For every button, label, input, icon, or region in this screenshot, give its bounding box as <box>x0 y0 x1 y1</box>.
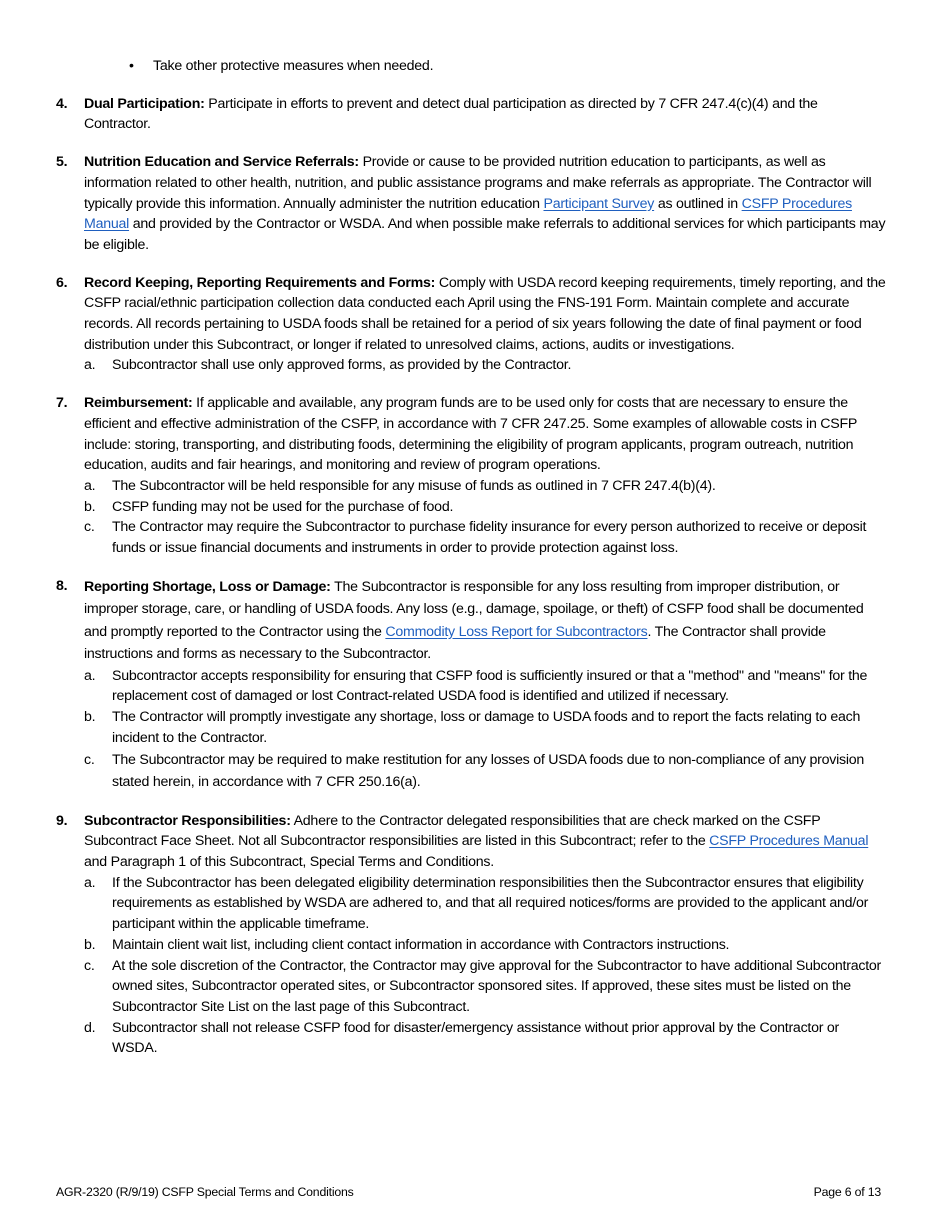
section-heading: Subcontractor Responsibilities: <box>84 812 291 829</box>
participant-survey-link[interactable]: Participant Survey <box>543 195 655 212</box>
footer-form-id: AGR-2320 (R/9/19) CSFP Special Terms and Conditions <box>56 1185 354 1199</box>
bullet-item <box>56 56 886 77</box>
csfp-procedures-manual-link[interactable]: CSFP Procedures Manual <box>709 833 869 850</box>
sub-item <box>84 666 886 707</box>
section-paragraph <box>84 393 886 476</box>
document-body <box>56 56 886 1076</box>
section-text: If applicable and available, any program funds are to be used only for costs that are necessary to ensure the efficient and effective administration of the CSFP, in accordance with 7 CFR 247.25. Some examples of allowable costs in CSFP include: storing, transporting, and distributing foods, determining the eligibility of program applicants, program outreach, nutrition education, audits and fair hearings, and monitoring and review of program operations. <box>84 395 857 474</box>
sub-item-letter: b. <box>84 498 96 515</box>
sub-item-letter: a. <box>84 874 96 891</box>
section-text: Participate in efforts to prevent and detect dual participation as directed by 7 CFR 247.4(c)(4) and the Contractor. <box>84 95 818 133</box>
section-number: 9. <box>56 812 68 829</box>
section-heading: Reporting Shortage, Loss or Damage: <box>84 578 331 595</box>
commodity-loss-report-link[interactable]: Commodity Loss Report for Subcontractors <box>385 623 648 640</box>
sub-item-letter: c. <box>84 751 95 768</box>
sub-item-text: Subcontractor shall not release CSFP food for disaster/emergency assistance without prior approval by the Contractor or WSDA. <box>112 1019 840 1057</box>
section-paragraph <box>84 273 886 356</box>
sub-item-text: The Subcontractor will be held responsible for any misuse of funds as outlined in 7 CFR 247.4(b)(4). <box>112 477 716 494</box>
sub-item-letter: a. <box>84 667 96 684</box>
section-paragraph <box>84 576 886 666</box>
sub-item <box>84 1018 886 1059</box>
footer-page-number: Page 6 of 13 <box>813 1185 881 1199</box>
section-text: and Paragraph 1 of this Subcontract, Special Terms and Conditions. <box>84 853 494 870</box>
section-heading: Dual Participation: <box>84 95 205 112</box>
sub-item <box>84 873 886 935</box>
sub-item <box>84 476 886 497</box>
sub-item-letter: d. <box>84 1019 96 1036</box>
sub-item-text: The Contractor will promptly investigate any shortage, loss or damage to USDA foods and to report the facts relating to each incident to the Contractor. <box>112 709 861 746</box>
section-heading: Nutrition Education and Service Referrals: <box>84 154 359 171</box>
section-dual-participation <box>56 94 886 135</box>
section-text: as outlined in <box>654 195 742 212</box>
section-text: The Subcontractor is responsible for any loss resulting from improper distribution, or improper storage, care, or handling of USDA foods. Any loss (e.g., damage, spoilage, or theft) of CSFP food shall be documented and promptly reported to the Contractor using the <box>84 578 864 640</box>
sub-item-text: The Subcontractor may be required to make restitution for any losses of USDA foods due to non-compliance of any provision stated herein, in accordance with 7 CFR 250.16(a). <box>112 751 865 791</box>
section-number: 6. <box>56 274 68 291</box>
section-reimbursement <box>56 393 886 559</box>
sub-item <box>84 749 886 794</box>
sub-item <box>84 517 886 558</box>
sub-item-text: The Contractor may require the Subcontractor to purchase fidelity insurance for every person authorized to receive or deposit funds or issue financial documents and instruments in order to provide protection against loss. <box>112 519 867 557</box>
sub-item-letter: b. <box>84 936 96 953</box>
sub-item-text: CSFP funding may not be used for the purchase of food. <box>112 498 454 515</box>
section-heading: Reimbursement: <box>84 395 193 412</box>
page-footer <box>56 1185 881 1199</box>
sub-item <box>84 956 886 1018</box>
sub-item-letter: c. <box>84 519 95 536</box>
section-text: and provided by the Contractor or WSDA. And when possible make referrals to additional services for which participants may be eligible. <box>84 216 886 253</box>
sub-item-text: Subcontractor shall use only approved forms, as provided by the Contractor. <box>112 357 572 374</box>
sub-item-letter: b. <box>84 709 96 726</box>
section-record-keeping <box>56 273 886 377</box>
section-number: 8. <box>56 577 68 594</box>
sub-item <box>84 497 886 518</box>
bullet-text: Take other protective measures when needed. <box>153 58 434 74</box>
section-text: Provide or cause to be provided nutrition education to participants, as well as information related to other health, nutrition, and public assistance programs and make referrals as appropriate. The Contractor will typically provide this information. Annually administer the nutrition education <box>84 154 872 212</box>
section-subcontractor-responsibilities <box>56 811 886 1059</box>
section-text: Comply with USDA record keeping requirements, timely reporting, and the CSFP racial/ethnic participation collection data conducted each April using the FNS-191 Form. Maintain complete and accurate records. All records pertaining to USDA foods shall be retained for a period of six years following the date of final payment or food distribution under this Subcontract, or longer if related to unresolved claims, actions, audits or investigations. <box>84 274 886 353</box>
section-heading: Record Keeping, Reporting Requirements and Forms: <box>84 274 436 291</box>
sub-item-letter: a. <box>84 477 96 494</box>
section-text: Adhere to the Contractor delegated responsibilities that are check marked on the CSFP Subcontract Face Sheet. Not all Subcontractor responsibilities are listed in this Subcontract; refer to the <box>84 812 821 850</box>
sub-item-text: If the Subcontractor has been delegated eligibility determination responsibilities then the Subcontractor ensures that eligibility requirements as established by WSDA are adhered to, and that all required notices/forms are provided to the applicant and/or participant within the applicable timeframe. <box>112 874 869 933</box>
section-text: . The Contractor shall provide instructions and forms as necessary to the Subcontractor. <box>84 623 826 663</box>
sub-item-text: Subcontractor accepts responsibility for ensuring that CSFP food is sufficiently insured or that a "method" and "means" for the replacement cost of damaged or lost Contract-related USDA food is identified and utilized if necessary. <box>112 667 868 705</box>
section-number: 5. <box>56 154 68 171</box>
section-number: 7. <box>56 395 68 412</box>
bullet-icon: • <box>129 58 134 74</box>
sub-item-text: At the sole discretion of the Contractor, the Contractor may give approval for the Subcontractor to have additional Subcontractor owned sites, Subcontractor operated sites, or Subcontractor sponsored sites. If approved, these sites must be listed on the Subcontractor Site List on the last page of this Subcontract. <box>112 957 881 1015</box>
sub-item-letter: a. <box>84 357 96 374</box>
sub-item <box>84 707 886 748</box>
sub-item <box>84 935 886 956</box>
section-reporting-shortage <box>56 576 886 794</box>
sub-item-text: Maintain client wait list, including client contact information in accordance with Contractors instructions. <box>112 936 730 953</box>
section-paragraph <box>84 811 886 873</box>
sub-item <box>84 355 886 376</box>
section-number: 4. <box>56 95 68 112</box>
sub-item-letter: c. <box>84 957 95 974</box>
csfp-procedures-manual-link[interactable]: CSFP Procedures Manual <box>84 195 852 233</box>
section-nutrition-education <box>56 152 886 256</box>
